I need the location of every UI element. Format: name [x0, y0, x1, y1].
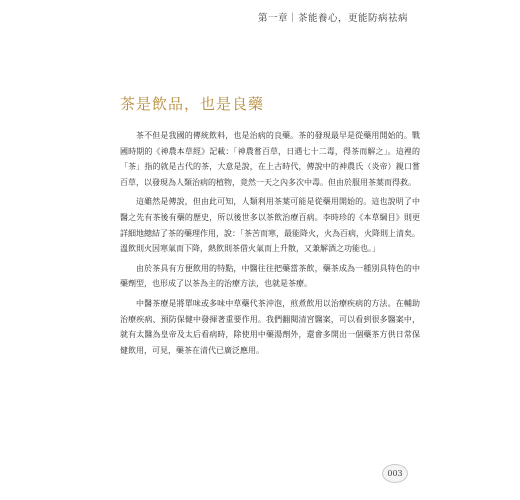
body-text [120, 128, 420, 362]
running-header: 第一章｜茶能養心，更能防病祛病 [257, 13, 408, 24]
paragraph: 中醫茶療是將單味或多味中草藥代茶沖泡，煎煮飲用以治療疾病的方法。在輔助治療疾病、預防保健中發揮著重要作用。我們翻閱清宮醫案，可以看到很多醫案中，就有太醫為皇帝及太后看病時，除使用中藥湯劑外，還會多開出一個藥茶方供日常保健飲用，可見，藥茶在清代已廣泛應用。 [120, 298, 420, 355]
paragraph: 由於茶具有方便飲用的特點，中醫往往把藥當茶飲，藥茶成為一種別具特色的中藥劑型，也形成了以茶為主的治療方法，也就是茶療。 [120, 263, 420, 289]
paragraph: 這雖然是傳說，但由此可知，人類利用茶葉可能是從藥用開始的。這也說明了中醫之先有茶後有藥的歷史，所以後世多以茶飲治療百病。李時珍的《本草綱目》則更詳細地總結了茶的藥理作用，說：「茶苦而寒，最能降火，火為百病，火降則上清矣。溫飲則火因寒氣而下降，熱飲則茶借火氣而上升散，又兼解酒之功能也。」 [120, 197, 420, 254]
page-number: 003 [382, 464, 408, 483]
paragraph: 茶不但是我國的傳統飲料，也是治病的良藥。茶的發現最早是從藥用開始的。戰國時期的《神農本草經》記載：「神農嘗百草，日遇七十二毒，得茶而解之」。這裡的「茶」指的就是古代的茶，大意是說，在上古時代，傳說中的神農氏（炎帝）親口嘗百草，以發現為人類治病的植物，竟然一天之內多次中毒。但由於服用茶葉而得救。 [120, 131, 420, 187]
section-title: 茶是飲品，也是良藥 [120, 95, 265, 113]
